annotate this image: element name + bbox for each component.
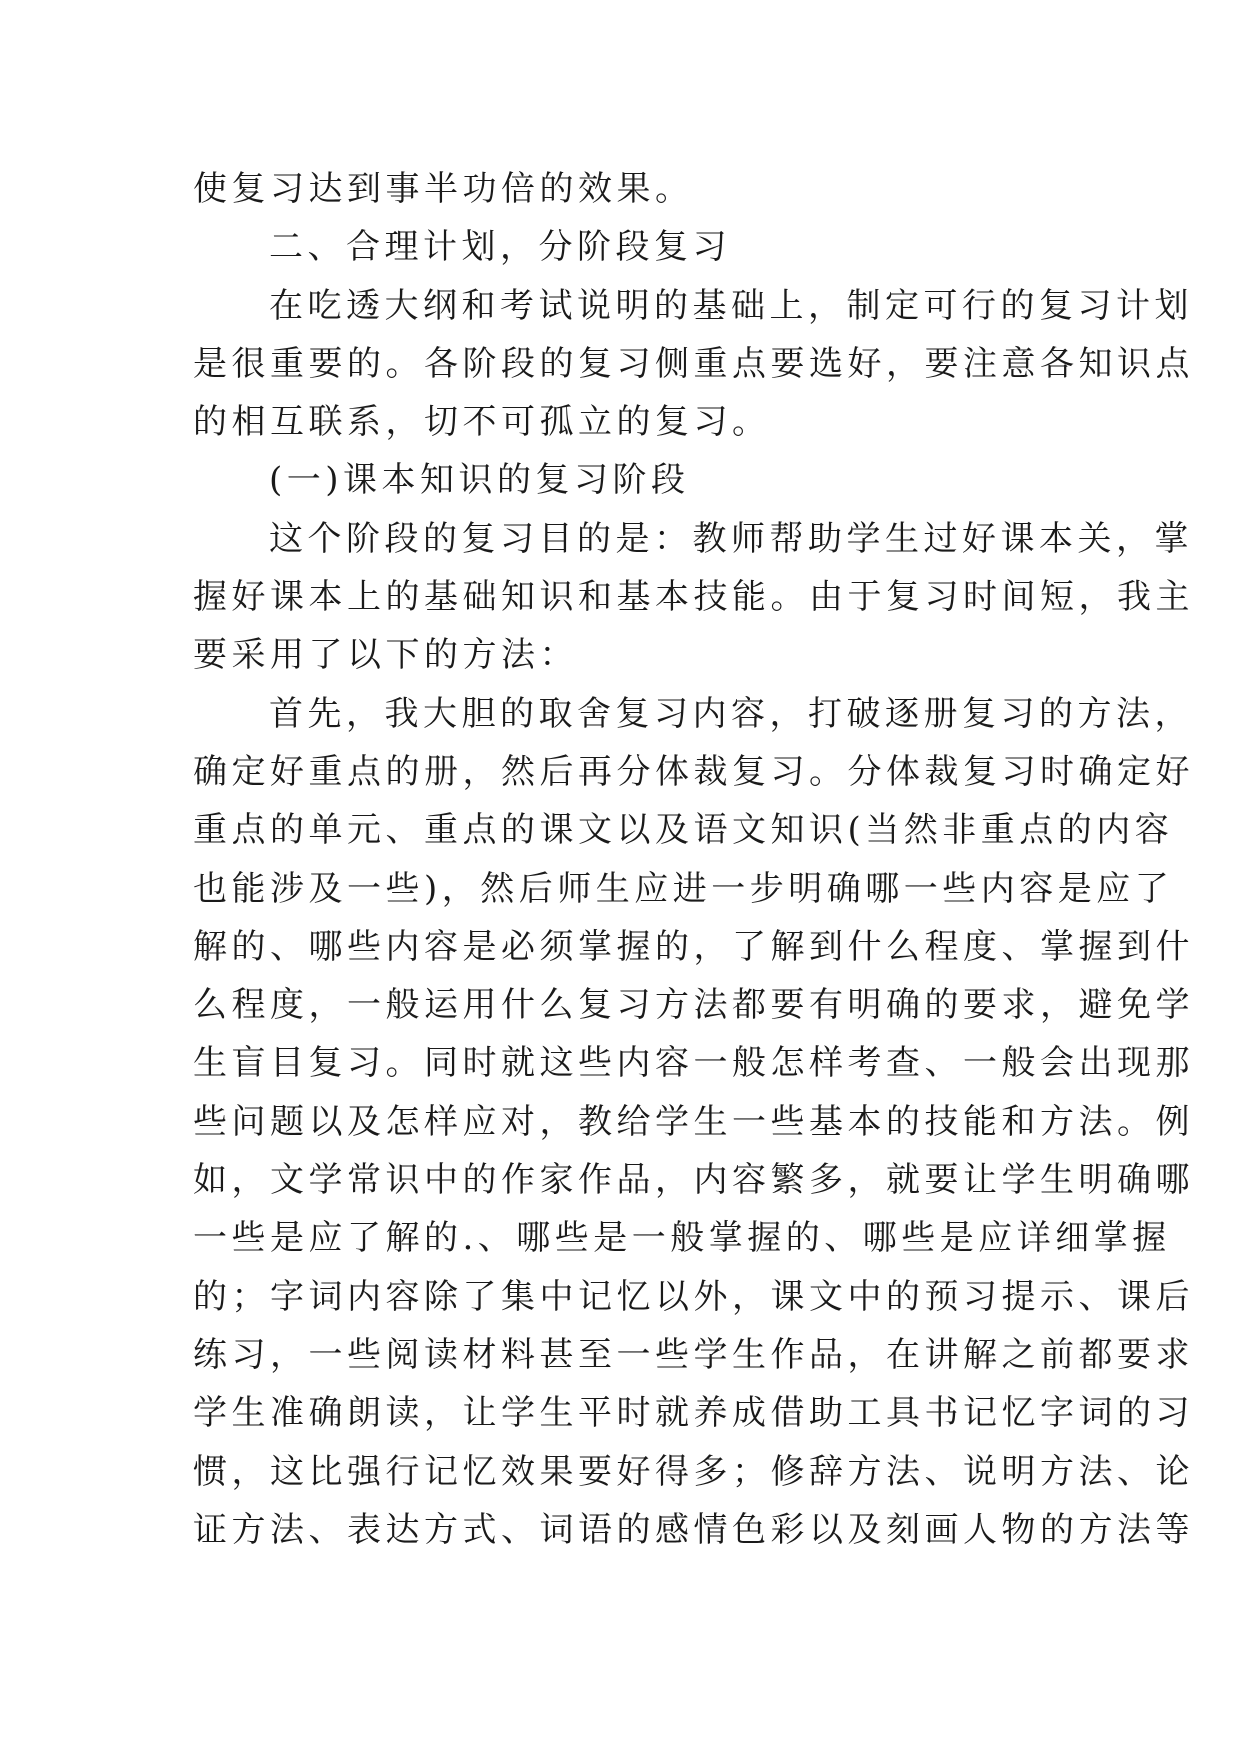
- text-line: 握好课本上的基础知识和基本技能。由于复习时间短，我主: [193, 577, 1194, 618]
- text-line: 解的、哪些内容是必须掌握的，了解到什么程度、掌握到什: [193, 926, 1194, 967]
- text-line: 是很重要的。各阶段的复习侧重点要选好，要注意各知识点: [193, 343, 1194, 384]
- text-line: 使复习达到事半功倍的效果。: [193, 169, 694, 209]
- text-line: 二、合理计划，分阶段复习: [269, 227, 731, 268]
- text-line: 也能涉及一些)，然后师生应进一步明确哪一些内容是应了: [193, 868, 1174, 909]
- text-line: 证方法、表达方式、词语的感情色彩以及刻画人物的方法等: [193, 1509, 1194, 1550]
- text-line: 学生准确朗读，让学生平时就养成借助工具书记忆字词的习: [193, 1393, 1194, 1434]
- text-line: 练习，一些阅读材料甚至一些学生作品，在讲解之前都要求: [193, 1334, 1194, 1375]
- text-line: 首先，我大胆的取舍复习内容，打破逐册复习的方法，: [269, 693, 1193, 734]
- text-line: 在吃透大纲和考试说明的基础上，制定可行的复习计划: [269, 285, 1193, 326]
- text-line: (一)课本知识的复习阶段: [269, 460, 690, 501]
- text-line: 如，文学常识中的作家作品，内容繁多，就要让学生明确哪: [193, 1160, 1194, 1201]
- text-line: 生盲目复习。同时就这些内容一般怎样考查、一般会出现那: [193, 1043, 1194, 1084]
- text-line: 的；字词内容除了集中记忆以外，课文中的预习提示、课后: [193, 1276, 1194, 1317]
- body-text: [193, 160, 1194, 1559]
- text-line: 确定好重点的册，然后再分体裁复习。分体裁复习时确定好: [193, 751, 1194, 792]
- text-line: 么程度，一般运用什么复习方法都要有明确的要求，避免学: [193, 985, 1194, 1026]
- text-line: 些问题以及怎样应对，教给学生一些基本的技能和方法。例: [193, 1101, 1194, 1142]
- text-line: 的相互联系，切不可孤立的复习。: [193, 402, 771, 443]
- text-line: 要采用了以下的方法：: [193, 635, 578, 676]
- text-line: 一些是应了解的.、哪些是一般掌握的、哪些是应详细掌握: [193, 1218, 1171, 1259]
- text-line: 重点的单元、重点的课文以及语文知识(当然非重点的内容: [193, 810, 1174, 851]
- text-line: 惯，这比强行记忆效果要好得多；修辞方法、说明方法、论: [193, 1451, 1194, 1492]
- text-line: 这个阶段的复习目的是：教师帮助学生过好课本关，掌: [269, 518, 1193, 559]
